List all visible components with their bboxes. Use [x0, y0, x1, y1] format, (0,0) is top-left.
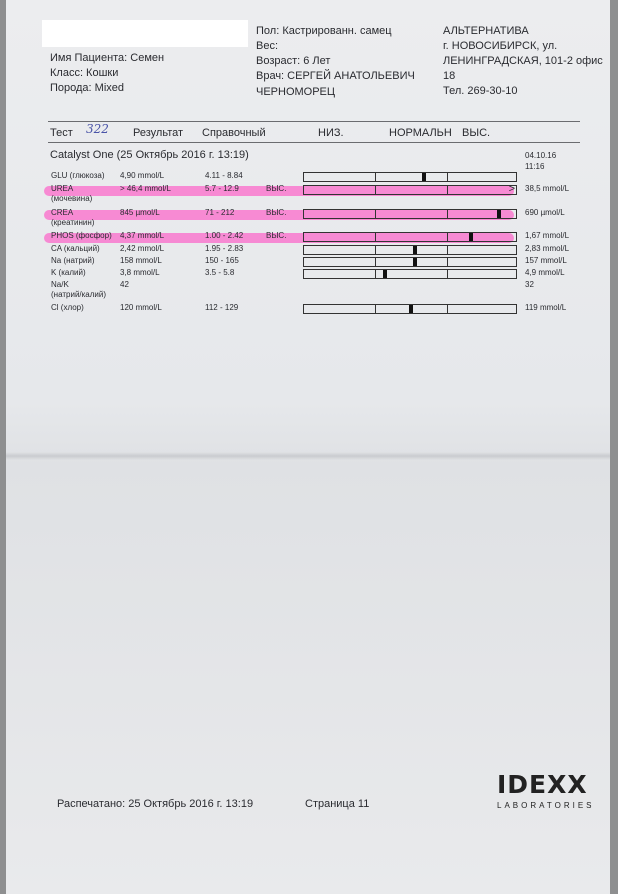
range-scale [303, 209, 517, 219]
handwritten-note: 322 [86, 122, 109, 136]
clinic-office: 18 [443, 70, 456, 82]
off-scale-marker: > [508, 183, 515, 195]
analyzer-title: Catalyst One (25 Октябрь 2016 г. 13:19) [50, 149, 249, 161]
scale-divider [375, 173, 376, 181]
header-rule [48, 142, 580, 143]
column-result: Результат [133, 127, 184, 139]
previous-result: 119 mmol/L [525, 303, 567, 312]
patient-name: Имя Пациента: Семен [50, 52, 165, 64]
range-scale [303, 185, 517, 195]
scale-divider [447, 270, 448, 278]
high-flag: ВЫС. [266, 231, 287, 240]
reference-range: 1.00 - 2.42 [205, 231, 244, 240]
previous-result: 690 µmol/L [525, 208, 565, 217]
paper-fold [6, 452, 610, 460]
scale-divider [447, 233, 448, 241]
scale-divider [447, 246, 448, 254]
reference-range: 4.11 - 8.84 [205, 171, 243, 180]
scale-divider [447, 210, 448, 218]
page-number: Страница 11 [305, 798, 370, 810]
result-marker [409, 305, 413, 313]
scale-divider [375, 233, 376, 241]
test-result: 158 mmol/L [120, 256, 162, 265]
doctor-name: Врач: СЕРГЕЙ АНАТОЛЬЕВИЧ [256, 70, 415, 82]
reference-range: 150 - 165 [205, 256, 239, 265]
test-result: 4,37 mmol/L [120, 231, 165, 240]
test-result: 120 mmol/L [120, 303, 162, 312]
scale-divider [375, 186, 376, 194]
clinic-city: г. НОВОСИБИРСК, ул. [443, 40, 558, 52]
scale-divider [375, 270, 376, 278]
patient-breed: Порода: Mixed [50, 82, 125, 94]
test-name: K (калий) [51, 268, 86, 277]
scale-divider [375, 305, 376, 313]
test-name: UREA [51, 184, 74, 193]
test-result: 2,42 mmol/L [120, 244, 165, 253]
range-scale [303, 172, 517, 182]
range-scale [303, 232, 517, 242]
patient-sex: Пол: Кастрированн. самец [256, 25, 392, 37]
scale-divider [375, 246, 376, 254]
test-result: > 46,4 mmol/L [120, 184, 171, 193]
reference-range: 5.7 - 12.9 [205, 184, 239, 193]
reference-range: 71 - 212 [205, 208, 235, 217]
test-name: PHOS (фосфор) [51, 231, 112, 240]
redacted-area [42, 20, 248, 47]
idexx-logo-subtitle: LABORATORIES [497, 801, 595, 810]
result-marker [469, 233, 473, 241]
test-name: Cl (хлор) [51, 303, 84, 312]
previous-result: 1,67 mmol/L [525, 231, 570, 240]
test-name: CA (кальций) [51, 244, 100, 253]
column-test: Тест [50, 127, 73, 139]
test-result: 3,8 mmol/L [120, 268, 160, 277]
scale-divider [447, 173, 448, 181]
range-scale [303, 304, 517, 314]
patient-weight: Вес: [256, 40, 279, 52]
test-name-sub: (мочевина) [51, 194, 93, 203]
test-name: GLU (глюкоза) [51, 171, 105, 180]
test-result: 845 µmol/L [120, 208, 160, 217]
result-marker [413, 246, 417, 254]
patient-age: Возраст: 6 Лет [256, 55, 331, 67]
reference-range: 1.95 - 2.83 [205, 244, 244, 253]
scale-divider [447, 305, 448, 313]
test-result: 42 [120, 280, 129, 289]
previous-time: 11:16 [525, 162, 545, 171]
previous-result: 38,5 mmol/L [525, 184, 570, 193]
range-scale [303, 269, 517, 279]
test-name: Na/K [51, 280, 69, 289]
scale-divider [375, 258, 376, 266]
column-normal: НОРМАЛЬН [389, 127, 452, 139]
clinic-street: ЛЕНИНГРАДСКАЯ, 101-2 офис [443, 55, 603, 67]
test-name-sub: (натрий/калий) [51, 290, 107, 299]
high-flag: ВЫС. [266, 184, 287, 193]
column-high: ВЫС. [462, 127, 491, 139]
printed-timestamp: Распечатано: 25 Октябрь 2016 г. 13:19 [57, 798, 254, 810]
range-scale [303, 257, 517, 267]
previous-result: 32 [525, 280, 534, 289]
result-marker [413, 258, 417, 266]
test-name: Na (натрий) [51, 256, 95, 265]
reference-range: 112 - 129 [205, 303, 239, 312]
clinic-name: АЛЬТЕРНАТИВА [443, 25, 529, 37]
doctor-surname: ЧЕРНОМОРЕЦ [256, 86, 336, 98]
scale-divider [375, 210, 376, 218]
scale-divider [447, 186, 448, 194]
scale-divider [447, 258, 448, 266]
previous-result: 157 mmol/L [525, 256, 567, 265]
result-marker [383, 270, 387, 278]
patient-class: Класс: Кошки [50, 67, 119, 79]
column-low: НИЗ. [318, 127, 344, 139]
idexx-logo: IDEXX [497, 770, 588, 799]
top-rule [48, 121, 580, 122]
result-marker [497, 210, 501, 218]
result-marker [422, 173, 426, 181]
previous-date: 04.10.16 [525, 151, 557, 160]
test-name: CREA [51, 208, 74, 217]
reference-range: 3.5 - 5.8 [205, 268, 235, 277]
range-scale [303, 245, 517, 255]
test-name-sub: (креатинин) [51, 218, 95, 227]
test-result: 4,90 mmol/L [120, 171, 165, 180]
clinic-phone: Тел. 269-30-10 [443, 85, 518, 97]
previous-result: 2,83 mmol/L [525, 244, 570, 253]
previous-result: 4,9 mmol/L [525, 268, 565, 277]
column-reference: Справочный [202, 127, 266, 139]
high-flag: ВЫС. [266, 208, 287, 217]
